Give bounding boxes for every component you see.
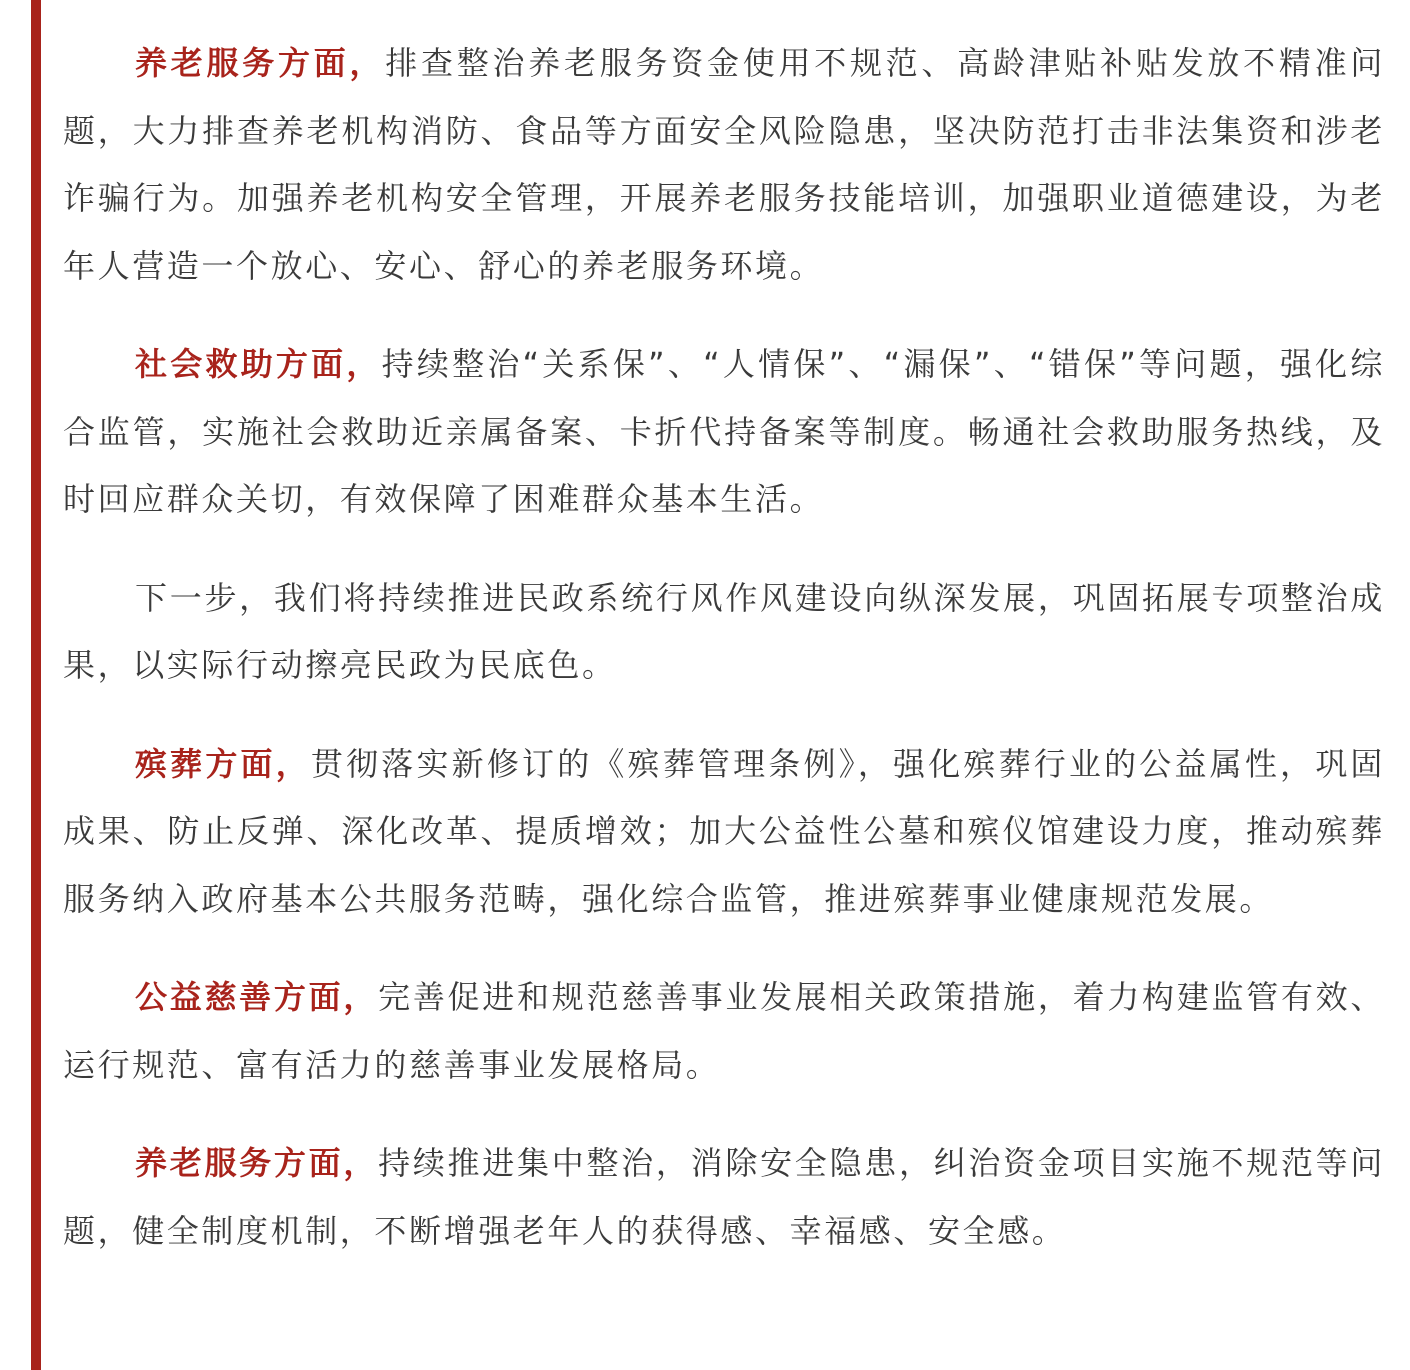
paragraph-social-assistance [63, 331, 1385, 534]
paragraph-funeral [63, 731, 1385, 934]
paragraph-lead-heading: 养老服务方面， [135, 44, 386, 82]
paragraph-text: 完善促进和规范慈善事业发展相关政策措施，着力构建监管有效、运行规范、富有活力的慈善事业发展格局。 [63, 978, 1386, 1084]
paragraph-text: 持续推进集中整治，消除安全隐患，纠治资金项目实施不规范等问题，健全制度机制，不断增强老年人的获得感、幸福感、安全感。 [63, 1144, 1386, 1250]
paragraph-text: 贯彻落实新修订的《殡葬管理条例》，强化殡葬行业的公益属性，巩固成果、防止反弹、深化改革、提质增效；加大公益性公墓和殡仪馆建设力度，推动殡葬服务纳入政府基本公共服务范畴，强化综合监管，推进殡葬事业健康规范发展。 [63, 744, 1385, 918]
paragraph-lead-heading: 殡葬方面， [135, 744, 311, 783]
paragraph-next-steps [63, 565, 1385, 700]
paragraph-text: 下一步，我们将持续推进民政系统行风作风建设向纵深发展，巩固拓展专项整治成果，以实际行动擦亮民政为民底色。 [63, 578, 1385, 684]
paragraph-lead-heading: 养老服务方面， [135, 1144, 379, 1182]
paragraph-lead-heading: 公益慈善方面， [135, 978, 379, 1016]
paragraph-text: 持续整治“关系保”、“人情保”、“漏保”、“错保”等问题，强化综合监管，实施社会救助近亲属备案、卡折代持备案等制度。畅通社会救助服务热线，及时回应群众关切，有效保障了困难群众基本生活。 [63, 345, 1386, 518]
paragraph-text: 排查整治养老服务资金使用不规范、高龄津贴补贴发放不精准问题，大力排查养老机构消防、食品等方面安全风险隐患，坚决防范打击非法集资和涉老诈骗行为。加强养老机构安全管理，开展养老服务技能培训，加强职业道德建设，为老年人营造一个放心、安心、舒心的养老服务环境。 [63, 44, 1385, 285]
paragraph-lead-heading: 社会救助方面， [135, 345, 382, 383]
paragraph-elderly-care-1 [63, 30, 1385, 300]
article-body [63, 30, 1385, 1296]
paragraph-elderly-care-2 [63, 1130, 1385, 1265]
paragraph-charity [63, 964, 1385, 1099]
left-accent-bar [31, 0, 41, 1370]
